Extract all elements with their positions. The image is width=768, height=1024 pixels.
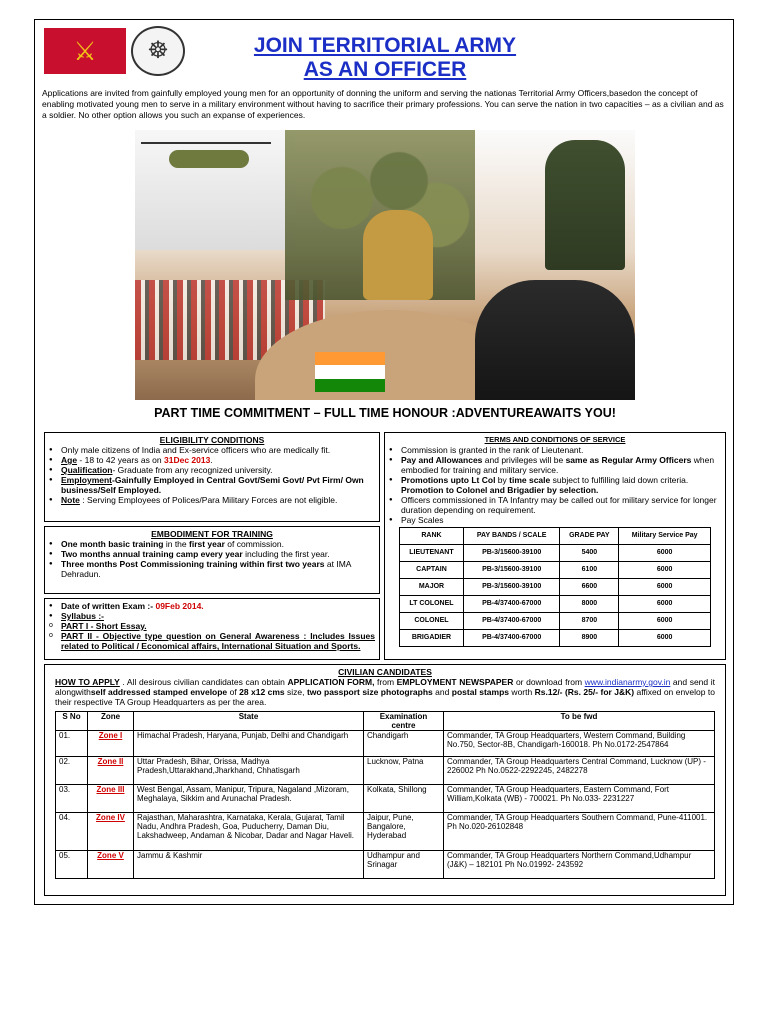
table-row: LT COLONEL PB-4/37400-67000 8000 6000 xyxy=(400,596,711,613)
table-header-cell: To be fwd xyxy=(444,712,715,731)
table-header-cell: Zone xyxy=(88,712,134,731)
zones-table xyxy=(55,711,715,879)
table-row: 02. Zone II Uttar Pradesh, Bihar, Orissa, Madhya Pradesh,Uttarakhand,Jharkhand, Chhatisgarh Lucknow, Patna Commander, TA Group Headquarters Central Command, Lucknow (UP) - 226002 Ph No.0522-2292245, 2482278 xyxy=(56,757,715,785)
indian-flag-image xyxy=(315,352,385,392)
civilian-heading: CIVILIAN CANDIDATES xyxy=(338,667,432,677)
state-emblem-icon: ☸ xyxy=(131,26,185,76)
pay-scale-table xyxy=(399,527,711,647)
table-row: 04. Zone IV Rajasthan, Maharashtra, Karnataka, Kerala, Gujarat, Tamil Nadu, Andhra Pradesh, Goa, Puducherry, Daman Diu, Lakshadweep, Andaman & Nicobar, Dadar and Nagar Haveli. Jaipur, Pune, Bangalore, Hyderabad Commander, TA Group Headquarters Southern Command, Pune-411001. Ph No.020-26102848 xyxy=(56,813,715,851)
title-line-1: JOIN TERRITORIAL ARMY xyxy=(253,34,517,57)
list-item: ● Officers commissioned in TA Infantry may be called out for military service for longer duration depending on requirement. xyxy=(389,495,721,515)
table-row: COLONEL PB-4/37400-67000 8700 6000 xyxy=(400,613,711,630)
list-item: ● Only male citizens of India and Ex-service officers who are medically fit. xyxy=(49,445,375,455)
table-row: LIEUTENANT PB-3/15600-39100 5400 6000 xyxy=(400,545,711,562)
intro-paragraph: Applications are invited from gainfully employed young men for an opportunity of donning the uniform and serving the nationas Territorial Army Officers,basedon the concept of enabling motivated young men to serve in a military environment without having to sacrifice their primary professions. You can serve the nation in two capacities – as a civilian and as a soldier. No other option allows you such an expanse of experiences. xyxy=(42,88,724,120)
list-item: ● Note : Serving Employees of Polices/Para Military Forces are not eligible. xyxy=(49,495,375,505)
syllabus-label: ● Syllabus :- xyxy=(49,611,375,621)
hero-photo-collage xyxy=(135,130,635,400)
terms-heading: TERMS AND CONDITIONS OF SERVICE xyxy=(484,435,626,444)
embodiment-heading: EMBODIMENT FOR TRAINING xyxy=(151,529,273,539)
list-item: ● Two months annual training camp every year including the first year. xyxy=(49,549,375,559)
table-header-row xyxy=(400,528,711,545)
table-header-cell: PAY BANDS / SCALE xyxy=(463,528,560,545)
army-logo-icon: ⚔ xyxy=(44,28,126,74)
lion-capital-image xyxy=(363,210,433,300)
syllabus-part-1: o PART I - Short Essay. xyxy=(49,621,375,631)
table-row: 03. Zone III West Bengal, Assam, Manipur, Tripura, Nagaland ,Mizoram, Meghalaya, Sikkim and Arunachal Pradesh. Kolkata, Shillong Commander, TA Group Headquarters, Eastern Command, Fort William,Kolkata (WB) - 700021. Ph No.033- 2231227 xyxy=(56,785,715,813)
embodiment-box xyxy=(44,526,380,594)
table-header-row xyxy=(56,712,715,731)
title-line-2: AS AN OFFICER xyxy=(303,58,467,81)
list-item: ● Qualification- Graduate from any recognized university. xyxy=(49,465,375,475)
list-item: ● Promotions upto Lt Col by time scale subject to fulfilling laid down criteria. Promotion to Colonel and Brigadier by selection. xyxy=(389,475,721,495)
terms-box xyxy=(384,432,726,660)
list-item: ● Commission is granted in the rank of Lieutenant. xyxy=(389,445,721,455)
how-to-apply-paragraph: HOW TO APPLY . All desirous civilian candidates can obtain APPLICATION FORM, from EMPLOYMENT NEWSPAPER or download from www.indianarmy.gov.in and send it alongwithself addressed stamped envelope of 28 x12 cms size, two passport size photographs and postal stamps worth Rs.12/- (Rs. 25/- for J&K) affixed on envelop to their respective TA Group Headquarters as per the area. xyxy=(55,677,715,707)
table-row: MAJOR PB-3/15600-39100 6600 6000 xyxy=(400,579,711,596)
eligibility-box xyxy=(44,432,380,522)
table-header-cell: Examination centre xyxy=(364,712,444,731)
list-item: ● Employment-Gainfully Employed in Central Govt/Semi Govt/ Pvt Firm/ Own business/Self Employed. xyxy=(49,475,375,495)
helicopter-image xyxy=(169,150,249,168)
table-header-cell: RANK xyxy=(400,528,464,545)
table-header-cell: State xyxy=(134,712,364,731)
list-item: ● One month basic training in the first year of commission. xyxy=(49,539,375,549)
table-row: 05. Zone V Jammu & Kashmir Udhampur and Srinagar Commander, TA Group Headquarters Northern Command,Udhampur (J&K) – 182101 Ph No.01992- 243592 xyxy=(56,851,715,879)
poster xyxy=(34,19,734,905)
table-header-cell: GRADE PAY xyxy=(560,528,619,545)
table-row: 01. Zone I Himachal Pradesh, Haryana, Punjab, Delhi and Chandigarh Chandigarh Commander, TA Group Headquarters, Western Command, Building No.750, Sector-8B, Chandigarh-160018. Ph No.0172-2547864 xyxy=(56,731,715,757)
table-row: CAPTAIN PB-3/15600-39100 6100 6000 xyxy=(400,562,711,579)
table-header-cell: Military Service Pay xyxy=(619,528,711,545)
exam-date: ● Date of written Exam :- 09Feb 2014. xyxy=(49,601,375,611)
officer-image xyxy=(545,140,625,270)
eligibility-heading: ELIGIBILITY CONDITIONS xyxy=(159,435,265,445)
list-item: ● Pay Scales xyxy=(389,515,721,525)
saluting-officer-image xyxy=(475,280,635,400)
table-row: BRIGADIER PB-4/37400-67000 8900 6000 xyxy=(400,630,711,647)
table-header-cell: S No xyxy=(56,712,88,731)
tagline: PART TIME COMMITMENT – FULL TIME HONOUR :ADVENTUREAWAITS YOU! xyxy=(154,406,616,420)
list-item: ● Three months Post Commissioning training within first two years at IMA Dehradun. xyxy=(49,559,375,579)
indian-army-link[interactable]: www.indianarmy.gov.in xyxy=(584,677,671,687)
list-item: ● Age - 18 to 42 years as on 31Dec 2013. xyxy=(49,455,375,465)
list-item: ● Pay and Allowances and privileges will be same as Regular Army Officers when embodied for training and military service. xyxy=(389,455,721,475)
exam-box xyxy=(44,598,380,660)
syllabus-part-2: o PART II - Objective type question on General Awareness : Includes Issues related to Political / Economical affairs, International Situation and Sports. xyxy=(49,631,375,651)
